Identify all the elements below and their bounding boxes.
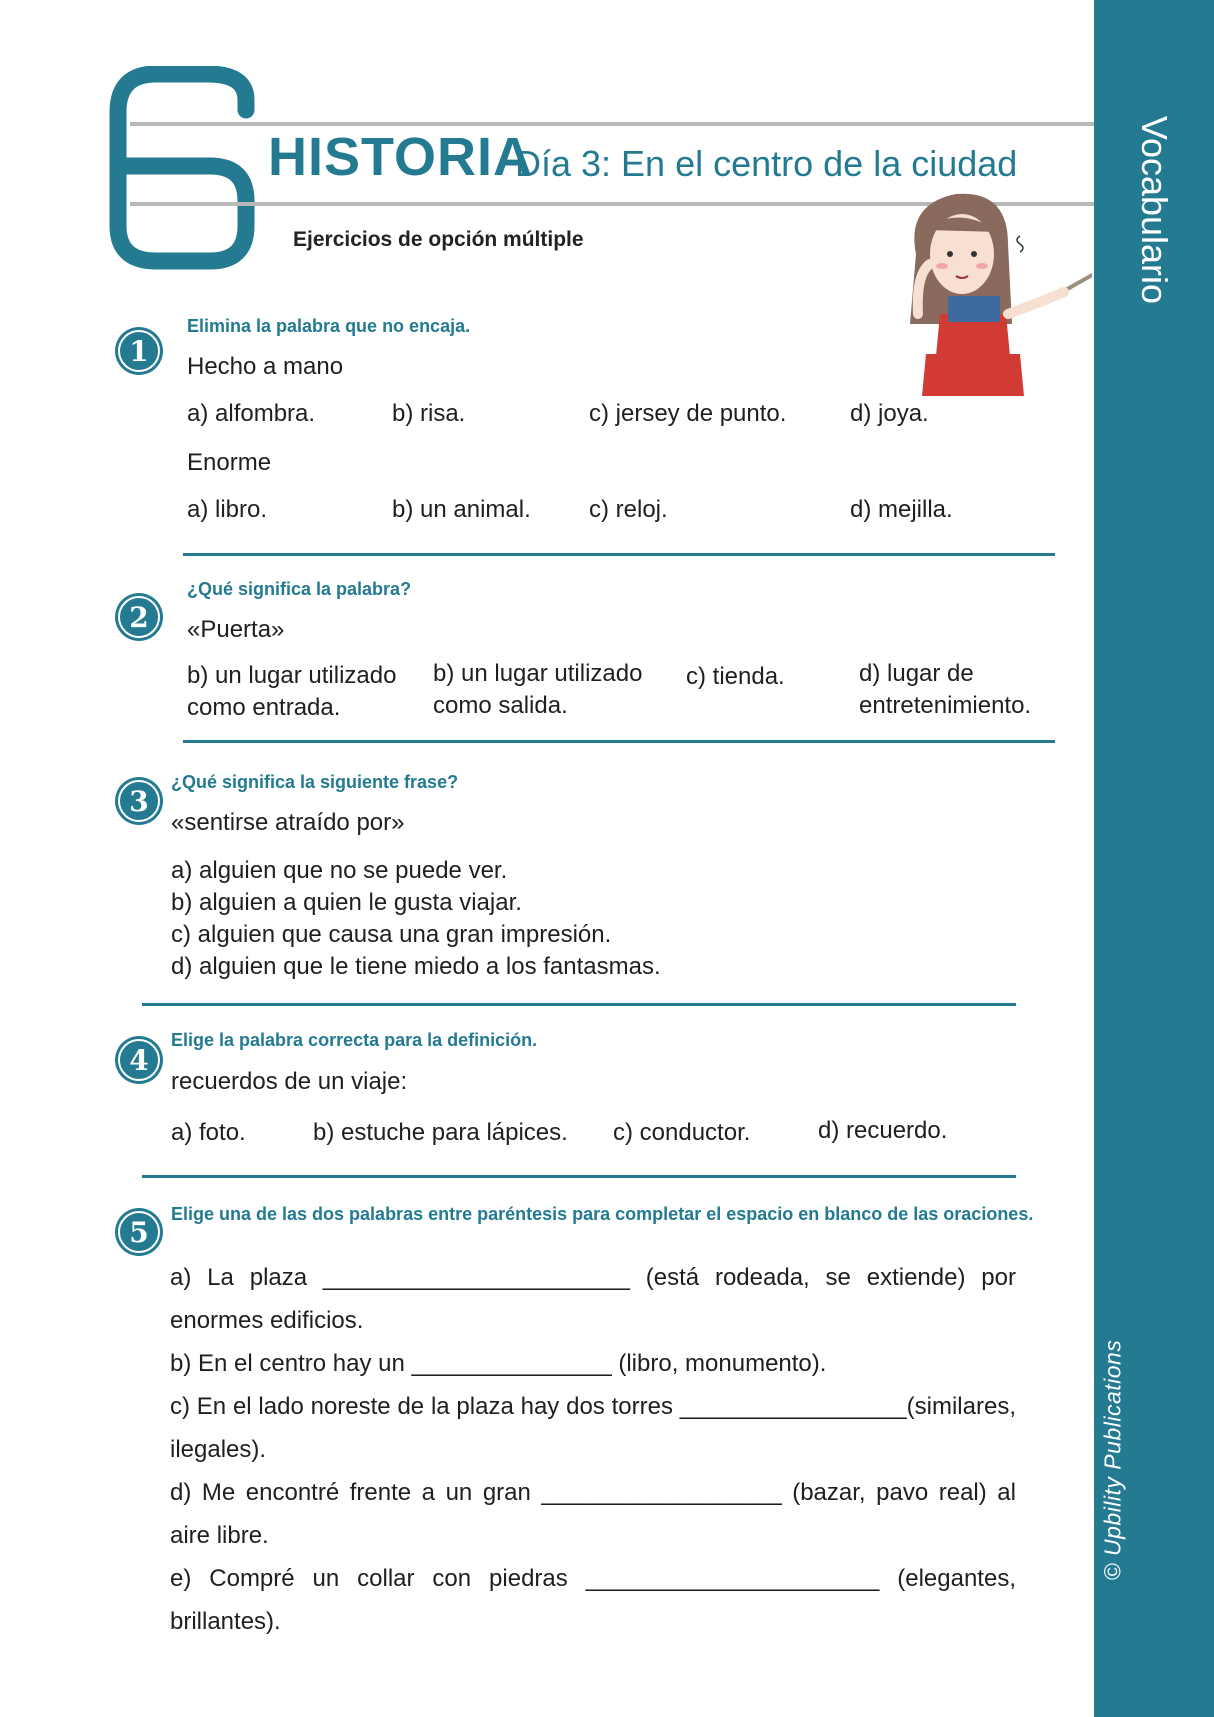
option-1b-a: a) libro.: [187, 496, 268, 523]
page-subtitle: Día 3: En el centro de la ciudad: [515, 143, 1018, 184]
sentence-5-b: b) En el centro hay un _______________ (libro, monumento).: [170, 1350, 827, 1377]
option-3-c: c) alguien que causa una gran impresión.: [171, 921, 612, 948]
sentence-5-e: e) Compré un collar con piedras ______________________ (elegantes, brillantes).: [170, 1565, 1016, 1635]
svg-text:4: 4: [129, 1044, 149, 1077]
word-1a: Hecho a mano: [187, 353, 344, 380]
option-4-b: b) estuche para lápices.: [313, 1119, 568, 1146]
teacher-girl-illustration: [896, 184, 1092, 396]
phrase-3: «sentirse atraído por»: [171, 809, 405, 836]
question-2: ¿Qué significa la palabra?: [187, 579, 412, 599]
svg-text:1: 1: [129, 335, 149, 368]
option-1b-b: b) un animal.: [392, 496, 531, 523]
sidebar-title: Vocabulario: [1134, 115, 1175, 305]
word-2: «Puerta»: [187, 616, 285, 643]
copyright-text: © Upbility Publications: [1099, 1339, 1126, 1581]
sentence-5-d: d) Me encontré frente a un gran __________________ (bazar, pavo real) al aire libre.: [170, 1479, 1016, 1549]
sentence-5-a: a) La plaza _______________________ (está rodeada, se extiende) por enormes edificios.: [170, 1264, 1016, 1334]
option-2-b: b) un lugar utilizado como salida.: [433, 660, 643, 719]
svg-text:5: 5: [129, 1216, 149, 1249]
divider-4: [142, 1175, 1016, 1178]
svg-text:2: 2: [129, 601, 149, 634]
definition-4: recuerdos de un viaje:: [171, 1068, 408, 1095]
number-5-badge: [114, 1207, 164, 1257]
question-5: Elige una de las dos palabras entre paréntesis para completar el espacio en blanco de las oraciones.: [171, 1204, 1034, 1224]
option-1a-a: a) alfombra.: [187, 400, 316, 427]
word-1b: Enorme: [187, 449, 272, 476]
divider-2: [183, 740, 1055, 743]
number-2-badge: [114, 592, 164, 642]
question-1: Elimina la palabra que no encaja.: [187, 316, 471, 336]
option-1a-c: c) jersey de punto.: [589, 400, 787, 427]
option-1a-b: b) risa.: [392, 400, 466, 427]
option-2-c: c) tienda.: [686, 663, 785, 690]
option-4-c: c) conductor.: [613, 1119, 751, 1146]
option-3-b: b) alguien a quien le gusta viajar.: [171, 889, 522, 916]
number-1-badge: [114, 326, 164, 376]
svg-text:3: 3: [129, 785, 149, 818]
options-3: [171, 855, 661, 983]
option-3-d: d) alguien que le tiene miedo a los fantasmas.: [171, 953, 661, 980]
option-1a-d: d) joya.: [850, 400, 929, 427]
number-4-badge: [114, 1035, 164, 1085]
option-1b-c: c) reloj.: [589, 496, 668, 523]
question-3: ¿Qué significa la siguiente frase?: [171, 772, 459, 792]
sentence-5-c: c) En el lado noreste de la plaza hay dos torres _________________(similares, ilegales).: [170, 1393, 1016, 1463]
option-1b-d: d) mejilla.: [850, 496, 953, 523]
question-4: Elige la palabra correcta para la definición.: [171, 1030, 538, 1050]
option-4-a: a) foto.: [171, 1119, 246, 1146]
section-heading: Ejercicios de opción múltiple: [293, 228, 584, 251]
number-3-badge: [114, 776, 164, 826]
divider-3: [142, 1003, 1016, 1006]
page-title: HISTORIA: [268, 127, 534, 187]
option-4-d: d) recuerdo.: [818, 1117, 948, 1144]
divider-1: [183, 553, 1055, 556]
chapter-six-logo: [108, 66, 268, 274]
option-2-a: b) un lugar utilizado como entrada.: [187, 662, 397, 721]
option-3-a: a) alguien que no se puede ver.: [171, 857, 508, 884]
option-2-d: d) lugar de entretenimiento.: [859, 660, 1032, 719]
